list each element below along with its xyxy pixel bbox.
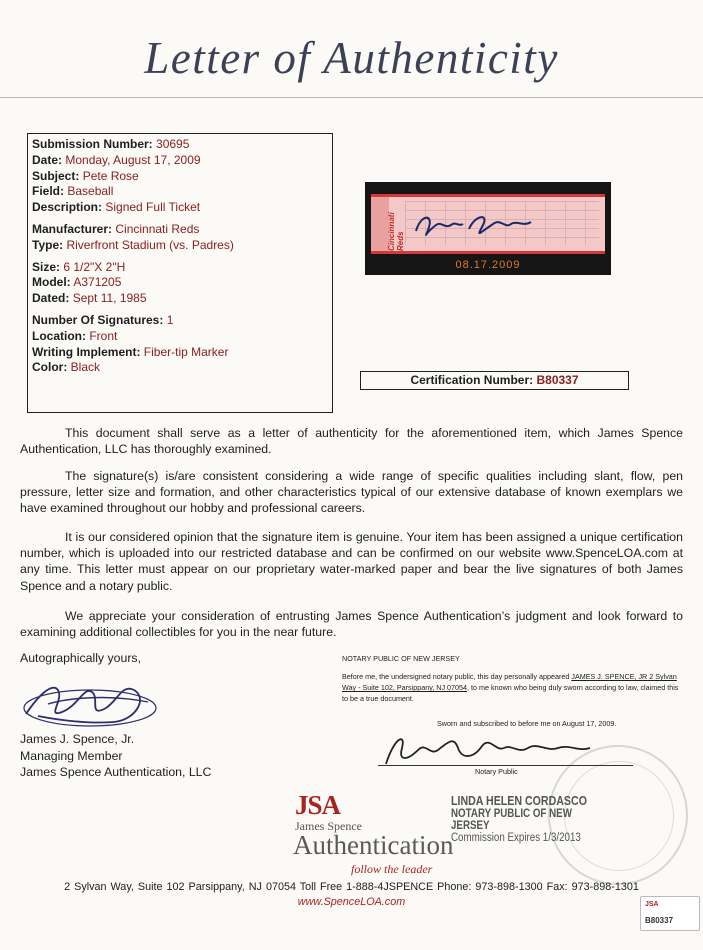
- body-paragraph-1: This document shall serve as a letter of authenticity for the aforementioned item, which James Spence Authentication, LLC has thoroughly examined.: [20, 426, 683, 457]
- header-divider: [0, 97, 703, 98]
- detail-row: [32, 137, 328, 153]
- detail-value: Pete Rose: [82, 168, 139, 183]
- jsa-logo-tagline: follow the leader: [351, 862, 433, 876]
- ticket-photo: [365, 182, 611, 275]
- detail-label: Description:: [32, 200, 103, 215]
- certification-value: B80337: [536, 373, 579, 387]
- detail-value: Signed Full Ticket: [105, 200, 201, 215]
- detail-label: Date:: [32, 152, 63, 167]
- notary-heading: NOTARY PUBLIC OF NEW JERSEY: [342, 654, 460, 663]
- ticket-image: [371, 194, 605, 254]
- detail-value: 6 1/2"X 2"H: [63, 259, 126, 274]
- detail-value: Baseball: [67, 184, 114, 199]
- notary-stamp-title: NOTARY PUBLIC OF NEW JERSEY: [451, 808, 572, 832]
- detail-label: Type:: [32, 237, 64, 252]
- jsa-logo-word: Authentication: [293, 830, 454, 860]
- detail-label: Manufacturer:: [32, 221, 113, 236]
- detail-value: 30695: [156, 137, 190, 151]
- detail-label: Size:: [32, 259, 61, 274]
- notary-line-label: Notary Public: [475, 767, 518, 776]
- detail-label: Location:: [32, 328, 86, 343]
- signer-name: James J. Spence, Jr.: [20, 732, 135, 746]
- detail-row: [32, 153, 328, 169]
- notary-sworn-line: Sworn and subscribed to before me on August 17, 2009.: [437, 719, 617, 728]
- closing-line: Autographically yours,: [20, 651, 141, 665]
- notary-statement: Before me, the undersigned notary public, this day personally appeared JAMES J. SPENCE, JR 2 Sylvan Way - Suite 102, Parsippany, NJ 07054, to me known who being duly sworn according to law, claimed this to be a true document.: [342, 672, 679, 703]
- detail-row: [32, 169, 328, 185]
- item-details-box: [27, 133, 333, 413]
- jsa-logo: [293, 790, 458, 880]
- detail-value: Black: [70, 360, 101, 375]
- notary-block: [342, 653, 682, 704]
- detail-value: Riverfront Stadium (vs. Padres): [66, 237, 234, 252]
- detail-row: [32, 291, 328, 307]
- detail-row: [32, 313, 328, 329]
- detail-label: Model:: [32, 275, 71, 290]
- detail-row: [32, 184, 328, 200]
- detail-value: Fiber-tip Marker: [143, 344, 229, 359]
- detail-label: Color:: [32, 360, 68, 375]
- detail-row: [32, 345, 328, 361]
- spence-signature: [18, 668, 163, 730]
- detail-row: [32, 200, 328, 216]
- ticket-signature-image: [411, 209, 551, 239]
- body-paragraph-4: We appreciate your consideration of entrusting James Spence Authentication’s judgment and look forward to examining additional collectibles for you in the near future.: [20, 609, 683, 640]
- footer-contact: 2 Sylvan Way, Suite 102 Parsippany, NJ 07054 Toll Free 1-888-4JSPENCE Phone: 973-898-1300 Fax: 973-898-1301: [64, 881, 639, 893]
- detail-row: [32, 329, 328, 345]
- detail-label: Dated:: [32, 291, 70, 306]
- detail-value: Cincinnati Reds: [115, 221, 200, 236]
- certification-number-box: [360, 371, 629, 390]
- detail-row: [32, 360, 328, 376]
- notary-appeared: JAMES J. SPENCE, JR 2 Sylvan Way - Suite 102, Parsippany, NJ 07054: [342, 672, 677, 692]
- detail-label: Subject:: [32, 168, 80, 183]
- detail-label: Writing Implement:: [32, 344, 141, 359]
- notary-stamp-name: LINDA HELEN CORDASCO: [451, 794, 587, 808]
- detail-row: [32, 238, 328, 254]
- detail-row: [32, 275, 328, 291]
- sticker-logo: JSA: [645, 901, 659, 908]
- notary-signature-line: [378, 765, 633, 766]
- notary-stamp: [451, 794, 587, 844]
- body-paragraph-3: It is our considered opinion that the signature item is genuine. Your item has been assigned a unique certification number, which is uploaded into our restricted database and can be confirmed on our website www.SpenceLOA.com at any time. This letter must appear on our proprietary water-marked paper and bear the live signatures of both James Spence and a notary public.: [20, 530, 683, 593]
- jsa-logo-acronym: JSA: [295, 790, 341, 820]
- certification-label: Certification Number:: [410, 373, 534, 387]
- page-title: Letter of Authenticity: [144, 33, 559, 83]
- detail-value: Monday, August 17, 2009: [65, 152, 201, 167]
- signer-company: James Spence Authentication, LLC: [20, 765, 212, 779]
- signer-block: [20, 731, 211, 781]
- body-paragraph-2: The signature(s) is/are consistent considering a wide range of specific qualities including slant, flow, pen pressure, letter size and formation, and other characteristics typical of our extensive database of known exemplars we have examined throughout our hobby and professional careers.: [20, 469, 683, 516]
- jsa-logo-name: James Spence: [295, 819, 362, 833]
- footer-website-link[interactable]: www.SpenceLOA.com: [297, 896, 406, 908]
- detail-row: [32, 260, 328, 276]
- photo-date-stamp: 08.17.2009: [455, 259, 521, 271]
- detail-value: 1: [166, 312, 174, 327]
- detail-value: A371205: [73, 275, 122, 290]
- notary-signature: [378, 728, 608, 770]
- detail-label: Field:: [32, 184, 64, 199]
- detail-label: Number Of Signatures:: [32, 312, 164, 327]
- ticket-brand: Cincinnati Reds: [387, 212, 405, 251]
- detail-value: Front: [89, 328, 118, 343]
- detail-value: Sept 11, 1985: [72, 291, 147, 306]
- notary-stamp-expires: Commission Expires 1/3/2013: [451, 832, 581, 844]
- detail-label: Submission Number:: [32, 137, 153, 151]
- hologram-sticker: [640, 896, 700, 931]
- detail-row: [32, 222, 328, 238]
- sticker-code: B80337: [645, 916, 674, 925]
- signer-title: Managing Member: [20, 748, 123, 763]
